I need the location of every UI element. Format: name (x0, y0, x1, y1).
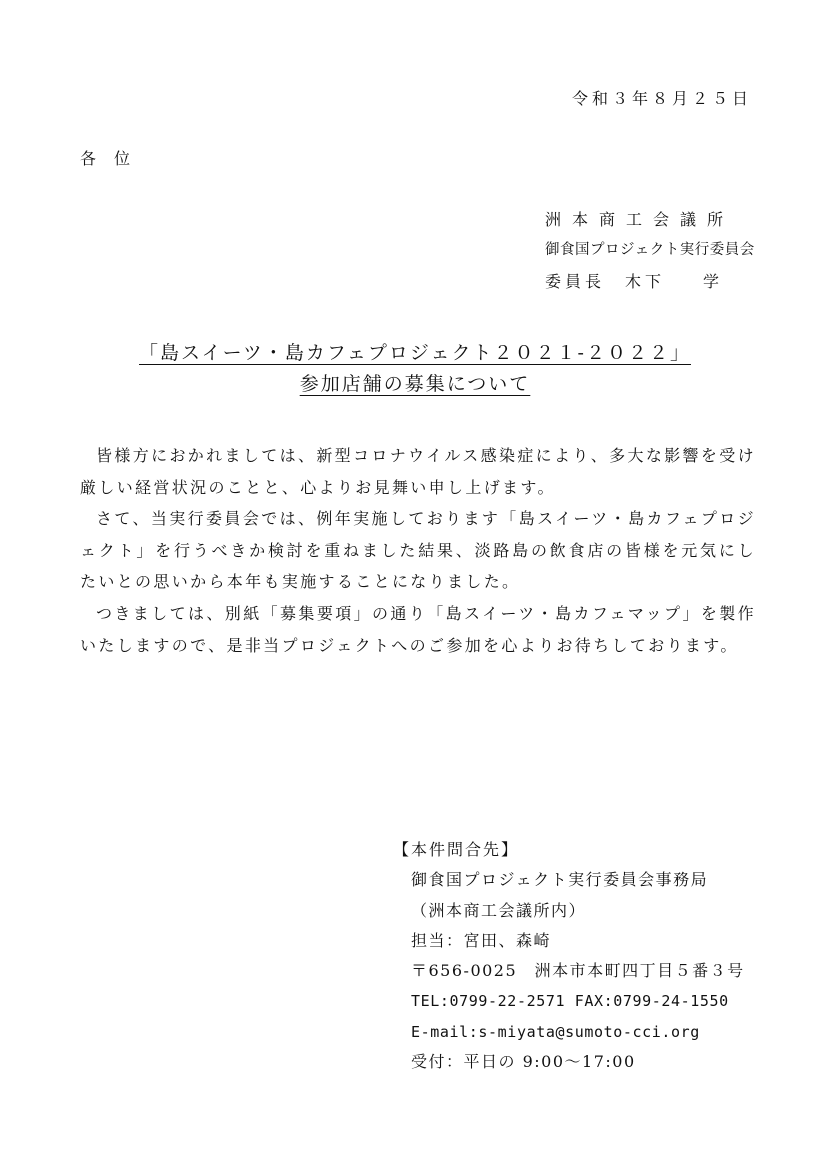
chair-given-name: 学 (703, 272, 724, 291)
contact-office: 御食国プロジェクト実行委員会事務局 (411, 870, 709, 890)
chair-surname: 木下 (625, 272, 666, 291)
title-text-2: 参加店舗の募集について (299, 373, 531, 395)
sender-block (545, 204, 755, 297)
body-text (80, 440, 756, 661)
body-paragraph-1: 皆様方におかれましては、新型コロナウイルス感染症により、多大な影響を受け厳しい経営状況のことと、心よりお見舞い申し上げます。 (80, 446, 756, 497)
salutation: 各位 (80, 149, 149, 168)
document-title-line-2 (0, 369, 830, 396)
contact-tel-fax: TEL:0799-22-2571 FAX:0799-24-1550 (411, 992, 729, 1011)
contact-email: E-mail:s-miyata@sumoto-cci.org (411, 1022, 700, 1041)
title-text-1: 「島スイーツ・島カフェプロジェクト２０２１-２０２２」 (139, 342, 691, 364)
document-date: 令和３年８月２５日 (571, 89, 752, 108)
body-paragraph-2: さて、当実行委員会では、例年実施しております「島スイーツ・島カフェプロジェクト」を行うべきか検討を重ねました結果、淡路島の飲食店の皆様を元気にしたいとの思いから本年も実施することになりました。 (80, 509, 756, 592)
chair-title: 委員長 (545, 272, 606, 291)
contact-hours: 受付：平日の 9:00～17:00 (411, 1052, 636, 1072)
document-title-line-1 (0, 338, 830, 365)
contact-office-note: （洲本商工会議所内） (411, 900, 587, 920)
sender-committee: 御食国プロジェクト実行委員会 (545, 242, 755, 258)
contact-block (393, 835, 745, 1077)
contact-person: 担当：宮田、森崎 (411, 930, 552, 950)
contact-heading: 【本件問合先】 (393, 840, 520, 859)
contact-postal-address: 〒656-0025 洲本市本町四丁目５番３号 (411, 961, 745, 981)
body-paragraph-3: つきましては、別紙「募集要項」の通り「島スイーツ・島カフェマップ」を製作いたしますので、是非当プロジェクトへのご参加を心よりお待ちしております。 (80, 603, 756, 655)
sender-chair (545, 266, 755, 297)
sender-organization: 洲本商工会議所 (545, 210, 735, 229)
